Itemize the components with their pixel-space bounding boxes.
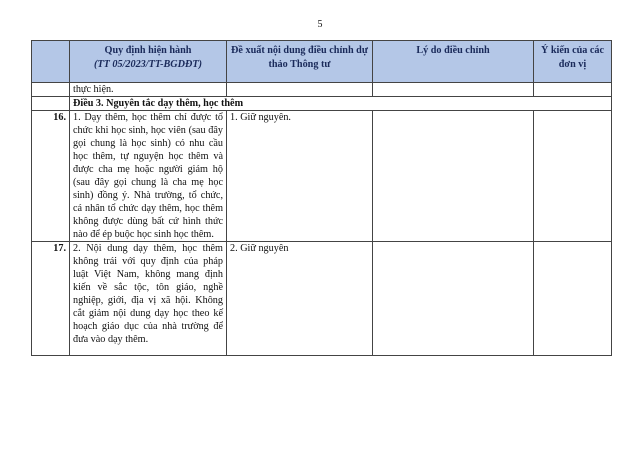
cell-current: thực hiện. — [70, 83, 227, 97]
table-header-row — [32, 41, 612, 83]
cell-current: 2. Nội dung dạy thêm, học thêm không trái với quy định của pháp luật Việt Nam, không mang định kiến về sắc tộc, tôn giáo, nghề nghiệp, giới, địa vị xã hội. Không cắt giảm nội dung dạy học theo kế hoạch giáo dục của nhà trường để đưa vào dạy thêm. — [70, 242, 227, 356]
cell-opinion — [534, 111, 612, 242]
cell-proposal: 2. Giữ nguyên — [227, 242, 373, 356]
row-number: 17. — [32, 242, 70, 356]
regulation-comparison-table — [31, 40, 612, 356]
header-number — [32, 41, 70, 83]
cell-proposal — [227, 83, 373, 97]
header-current-regulation — [70, 41, 227, 83]
header-opinions: Ý kiến của các đơn vị — [534, 41, 612, 83]
section-title: Điều 3. Nguyên tắc dạy thêm, học thêm — [70, 97, 612, 111]
section-row — [32, 97, 612, 111]
page-number: 5 — [317, 19, 323, 30]
header-reason: Lý do điều chỉnh — [373, 41, 534, 83]
cell-number — [32, 83, 70, 97]
cell-current: 1. Dạy thêm, học thêm chỉ được tổ chức khi học sinh, học viên (sau đây gọi chung là học sinh) có nhu cầu học thêm, tự nguyện học thêm và được cha mẹ hoặc người giám hộ (sau đây gọi chung là cha mẹ học sinh) đồng ý. Nhà trường, tổ chức, cá nhân tổ chức dạy thêm, học thêm không được dùng bất cứ hình thức nào để ép buộc học sinh học thêm. — [70, 111, 227, 242]
header-current-regulation-title: Quy định hiện hành — [104, 45, 192, 56]
cell-reason — [373, 242, 534, 356]
cell-proposal: 1. Giữ nguyên. — [227, 111, 373, 242]
cell-number — [32, 97, 70, 111]
table-row — [32, 242, 612, 356]
cell-reason — [373, 83, 534, 97]
header-current-regulation-subtitle: (TT 05/2023/TT-BGDĐT) — [94, 59, 202, 70]
header-proposal: Đề xuất nội dung điều chỉnh dự thảo Thông tư — [227, 41, 373, 83]
cell-opinion — [534, 242, 612, 356]
row-number: 16. — [32, 111, 70, 242]
cell-opinion — [534, 83, 612, 97]
table-row — [32, 111, 612, 242]
table-row — [32, 83, 612, 97]
cell-reason — [373, 111, 534, 242]
